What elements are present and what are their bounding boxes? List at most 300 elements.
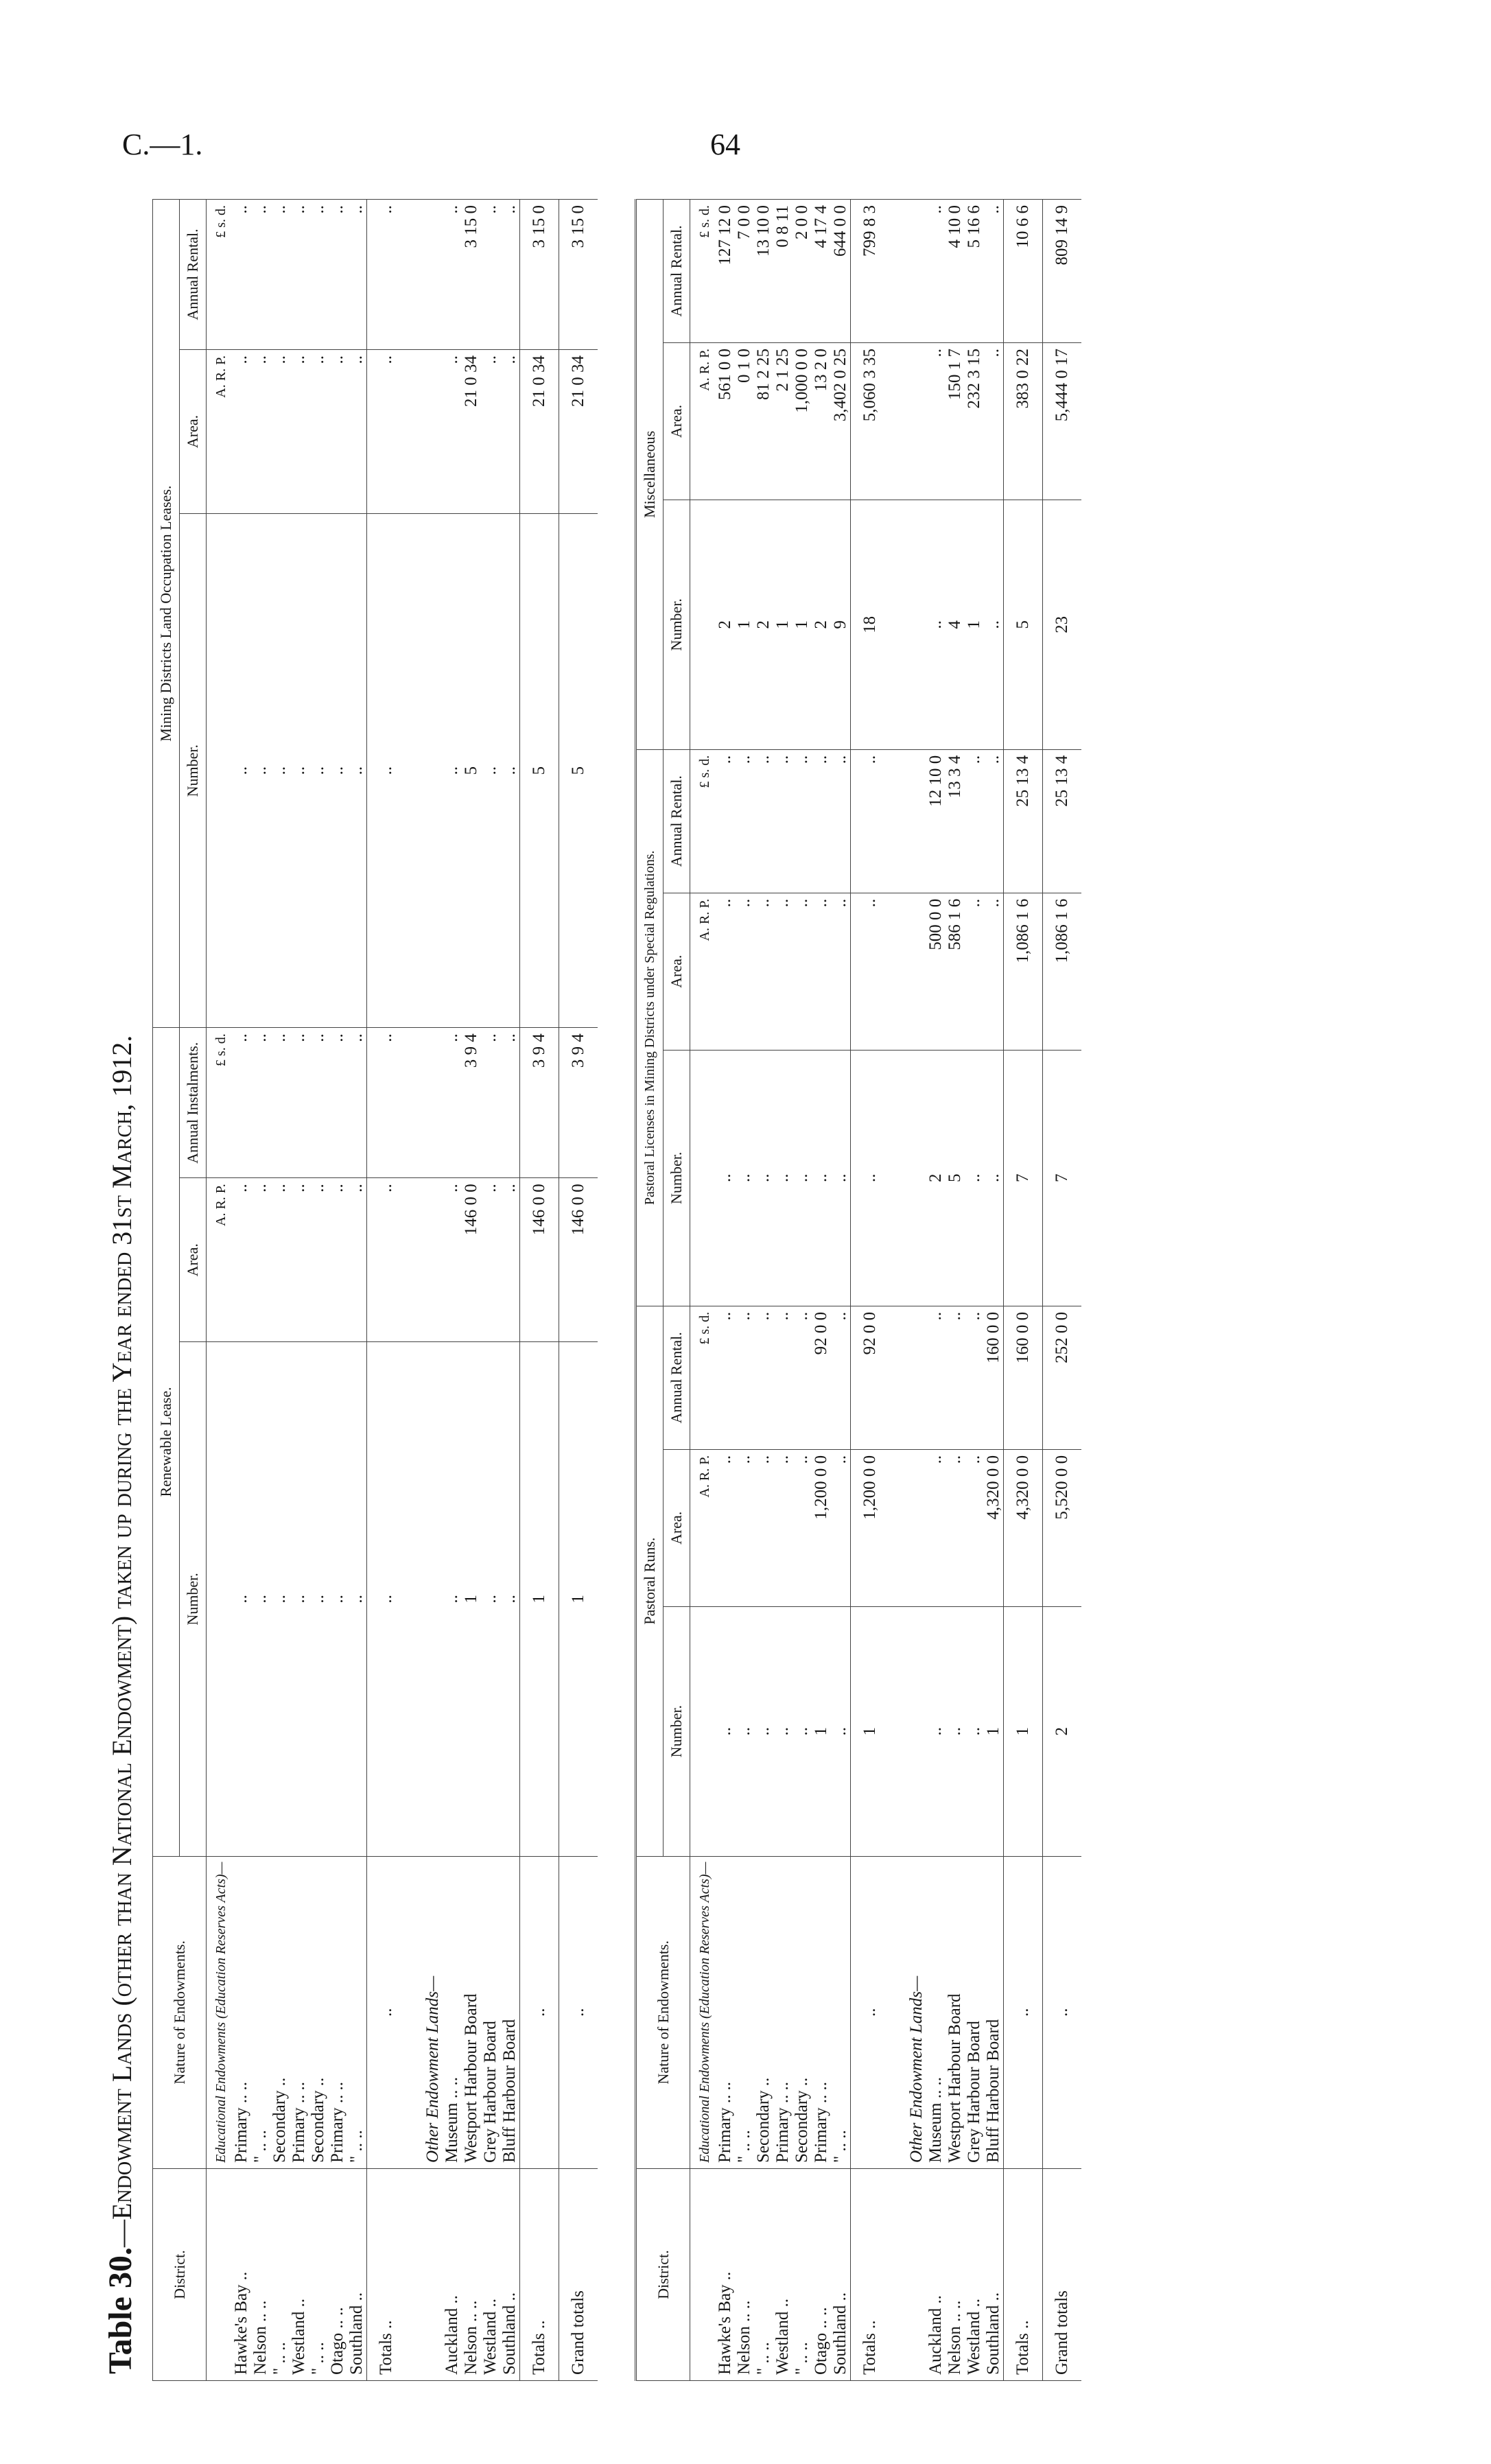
cell-pastoral-area: .. bbox=[965, 1449, 984, 1606]
cell-totals-label: Grand totals bbox=[559, 2169, 598, 2381]
cell-pastoral-area: .. bbox=[793, 1449, 812, 1606]
cell-mining-number: .. bbox=[443, 514, 462, 1028]
cell-mining-number: .. bbox=[367, 514, 406, 1028]
cell-renewable-instalments: 3 9 4 bbox=[462, 1028, 481, 1178]
col-mining-rental: Annual Rental. bbox=[180, 200, 207, 350]
cell-licences-number: .. bbox=[754, 1050, 773, 1306]
col-licences-area: Area. bbox=[664, 893, 690, 1050]
cell-licences-area: .. bbox=[965, 893, 984, 1050]
cell-renewable-area: 146 0 0 bbox=[559, 1178, 598, 1342]
col-group-miscellaneous: Miscellaneous bbox=[636, 200, 664, 750]
cell-misc-rental: 13 10 0 bbox=[754, 200, 773, 343]
cell-totals-label: Totals .. bbox=[520, 2169, 559, 2381]
col-renewable-area: Area. bbox=[180, 1178, 207, 1342]
cell-misc-area: 2 1 25 bbox=[773, 343, 793, 500]
cell-licences-rental: 13 3 4 bbox=[946, 749, 965, 893]
cell-licences-number: 5 bbox=[946, 1050, 965, 1306]
table-row bbox=[309, 200, 328, 2381]
cell-pastoral-area: 5,520 0 0 bbox=[1043, 1449, 1082, 1606]
cell-misc-number: 18 bbox=[851, 500, 890, 750]
cell-nature: .. bbox=[520, 1856, 559, 2168]
cell-pastoral-area: .. bbox=[716, 1449, 735, 1606]
col-district: District. bbox=[636, 2169, 690, 2381]
renewable-and-mining-lease-table bbox=[152, 199, 598, 2381]
table-row bbox=[984, 200, 1004, 2381]
cell-licences-rental: .. bbox=[965, 749, 984, 893]
cell-nature: " .. .. bbox=[251, 1856, 270, 2168]
grand-totals-row bbox=[1043, 200, 1082, 2381]
cell-misc-number: 1 bbox=[965, 500, 984, 750]
cell-misc-area: .. bbox=[926, 343, 946, 500]
cell-nature: .. bbox=[1004, 1856, 1043, 2168]
cell-mining-number: 5 bbox=[520, 514, 559, 1028]
cell-nature: " .. .. bbox=[831, 1856, 851, 2168]
cell-mining-area: .. bbox=[481, 350, 500, 514]
cell-licences-number: .. bbox=[984, 1050, 1004, 1306]
col-group-pastoral: Pastoral Runs. bbox=[636, 1306, 664, 1856]
cell-misc-number: 2 bbox=[716, 500, 735, 750]
cell-pastoral-area: 4,320 0 0 bbox=[984, 1449, 1004, 1606]
totals-row bbox=[1004, 200, 1043, 2381]
cell-nature: Westport Harbour Board bbox=[462, 1856, 481, 2168]
cell-pastoral-rental: 252 0 0 bbox=[1043, 1306, 1082, 1449]
cell-pastoral-number: 1 bbox=[812, 1606, 831, 1856]
cell-mining-area: 21 0 34 bbox=[520, 350, 559, 514]
cell-nature: Secondary .. bbox=[754, 1856, 773, 2168]
cell-district: Hawke's Bay .. bbox=[232, 2169, 251, 2381]
cell-licences-area: .. bbox=[754, 893, 773, 1050]
cell-licences-rental: .. bbox=[773, 749, 793, 893]
cell-renewable-instalments: .. bbox=[290, 1028, 309, 1178]
section-row bbox=[907, 200, 926, 2381]
cell-mining-rental: .. bbox=[309, 200, 328, 350]
cell-mining-area: .. bbox=[500, 350, 520, 514]
cell-district: Auckland .. bbox=[926, 2169, 946, 2381]
cell-mining-area: .. bbox=[232, 350, 251, 514]
cell-mining-number: .. bbox=[290, 514, 309, 1028]
cell-nature: Primary .. .. bbox=[328, 1856, 347, 2168]
cell-nature: .. bbox=[367, 1856, 406, 2168]
cell-pastoral-number: .. bbox=[793, 1606, 812, 1856]
table-row bbox=[347, 200, 367, 2381]
unit-area: A. R. P. bbox=[207, 350, 233, 514]
cell-renewable-instalments: .. bbox=[232, 1028, 251, 1178]
cell-misc-number: 2 bbox=[754, 500, 773, 750]
cell-pastoral-area: 1,200 0 0 bbox=[851, 1449, 890, 1606]
table-row bbox=[926, 200, 946, 2381]
cell-mining-number: .. bbox=[500, 514, 520, 1028]
rotated-page-content bbox=[89, 199, 1393, 2381]
cell-misc-rental: 7 0 0 bbox=[735, 200, 754, 343]
cell-licences-area: .. bbox=[984, 893, 1004, 1050]
table-row bbox=[251, 200, 270, 2381]
cell-licences-number: 2 bbox=[926, 1050, 946, 1306]
table-row bbox=[773, 200, 793, 2381]
cell-renewable-instalments: .. bbox=[309, 1028, 328, 1178]
cell-mining-rental: .. bbox=[347, 200, 367, 350]
cell-district: Westland .. bbox=[290, 2169, 309, 2381]
cell-pastoral-rental: .. bbox=[926, 1306, 946, 1449]
cell-licences-number: .. bbox=[851, 1050, 890, 1306]
cell-renewable-area: .. bbox=[309, 1178, 328, 1342]
cell-pastoral-number: .. bbox=[735, 1606, 754, 1856]
cell-misc-area: .. bbox=[984, 343, 1004, 500]
cell-renewable-instalments: .. bbox=[500, 1028, 520, 1178]
cell-licences-number: 7 bbox=[1004, 1050, 1043, 1306]
cell-renewable-number: .. bbox=[328, 1342, 347, 1856]
cell-pastoral-rental: .. bbox=[831, 1306, 851, 1449]
cell-misc-rental: 4 10 0 bbox=[946, 200, 965, 343]
cell-pastoral-number: .. bbox=[946, 1606, 965, 1856]
cell-pastoral-rental: 92 0 0 bbox=[812, 1306, 831, 1449]
cell-licences-area: .. bbox=[831, 893, 851, 1050]
col-group-licences: Pastoral Licenses in Mining Districts under Special Regulations. bbox=[636, 749, 664, 1306]
cell-misc-area: 383 0 22 bbox=[1004, 343, 1043, 500]
cell-misc-area: 3,402 0 25 bbox=[831, 343, 851, 500]
cell-district: " .. .. bbox=[270, 2169, 290, 2381]
cell-nature: Primary .. .. bbox=[232, 1856, 251, 2168]
cell-totals-label: Totals .. bbox=[367, 2169, 406, 2381]
cell-mining-rental: .. bbox=[232, 200, 251, 350]
cell-renewable-number: .. bbox=[290, 1342, 309, 1856]
table-row bbox=[716, 200, 735, 2381]
cell-district: Southland .. bbox=[347, 2169, 367, 2381]
cell-renewable-instalments: .. bbox=[367, 1028, 406, 1178]
cell-misc-rental: 5 16 6 bbox=[965, 200, 984, 343]
cell-nature: " .. .. bbox=[735, 1856, 754, 2168]
cell-pastoral-rental: .. bbox=[946, 1306, 965, 1449]
cell-pastoral-rental: .. bbox=[793, 1306, 812, 1449]
cell-licences-rental: 12 10 0 bbox=[926, 749, 946, 893]
cell-licences-area: .. bbox=[812, 893, 831, 1050]
cell-district: Westland .. bbox=[965, 2169, 984, 2381]
cell-licences-rental: .. bbox=[793, 749, 812, 893]
cell-nature: Museum .. .. bbox=[443, 1856, 462, 2168]
unit-area: A. R. P. bbox=[690, 343, 716, 500]
cell-district: Nelson .. .. bbox=[735, 2169, 754, 2381]
cell-mining-area: .. bbox=[367, 350, 406, 514]
page-number: 64 bbox=[710, 128, 740, 161]
cell-misc-number: 1 bbox=[773, 500, 793, 750]
cell-misc-number: 4 bbox=[946, 500, 965, 750]
cell-licences-area: .. bbox=[851, 893, 890, 1050]
cell-renewable-instalments: .. bbox=[347, 1028, 367, 1178]
cell-renewable-number: 1 bbox=[520, 1342, 559, 1856]
table-row bbox=[831, 200, 851, 2381]
cell-pastoral-number: 2 bbox=[1043, 1606, 1082, 1856]
table-row bbox=[270, 200, 290, 2381]
cell-renewable-number: .. bbox=[367, 1342, 406, 1856]
cell-pastoral-area: 4,320 0 0 bbox=[1004, 1449, 1043, 1606]
cell-renewable-number: 1 bbox=[559, 1342, 598, 1856]
cell-district: Southland .. bbox=[500, 2169, 520, 2381]
cell-licences-rental: .. bbox=[716, 749, 735, 893]
col-licences-number: Number. bbox=[664, 1050, 690, 1306]
cell-licences-rental: .. bbox=[984, 749, 1004, 893]
cell-nature: Grey Harbour Board bbox=[481, 1856, 500, 2168]
cell-nature: Primary .. .. bbox=[773, 1856, 793, 2168]
col-district: District. bbox=[153, 2169, 207, 2381]
cell-misc-rental: 809 14 9 bbox=[1043, 200, 1082, 343]
col-pastoral-area: Area. bbox=[664, 1449, 690, 1606]
cell-nature: " .. .. bbox=[347, 1856, 367, 2168]
cell-licences-rental: .. bbox=[735, 749, 754, 893]
table-row bbox=[946, 200, 965, 2381]
cell-licences-rental: .. bbox=[851, 749, 890, 893]
cell-licences-number: .. bbox=[773, 1050, 793, 1306]
cell-pastoral-rental: .. bbox=[773, 1306, 793, 1449]
cell-mining-area: .. bbox=[251, 350, 270, 514]
cell-mining-area: .. bbox=[290, 350, 309, 514]
table-row bbox=[462, 200, 481, 2381]
cell-renewable-area: 146 0 0 bbox=[520, 1178, 559, 1342]
cell-pastoral-rental: .. bbox=[754, 1306, 773, 1449]
cell-renewable-number: .. bbox=[500, 1342, 520, 1856]
cell-renewable-instalments: .. bbox=[443, 1028, 462, 1178]
col-group-renewable: Renewable Lease. bbox=[153, 1028, 180, 1856]
cell-licences-area: 500 0 0 bbox=[926, 893, 946, 1050]
cell-district: Hawke's Bay .. bbox=[716, 2169, 735, 2381]
cell-misc-area: 232 3 15 bbox=[965, 343, 984, 500]
cell-district: Nelson .. .. bbox=[462, 2169, 481, 2381]
cell-totals-label: Grand totals bbox=[1043, 2169, 1082, 2381]
cell-licences-area: .. bbox=[716, 893, 735, 1050]
cell-licences-number: .. bbox=[831, 1050, 851, 1306]
col-misc-rental: Annual Rental. bbox=[664, 200, 690, 343]
cell-district: Nelson .. .. bbox=[946, 2169, 965, 2381]
section-row bbox=[423, 200, 443, 2381]
cell-pastoral-number: .. bbox=[773, 1606, 793, 1856]
cell-misc-number: .. bbox=[984, 500, 1004, 750]
cell-mining-number: .. bbox=[251, 514, 270, 1028]
unit-money: £ s. d. bbox=[690, 200, 716, 343]
unit-money: £ s. d. bbox=[207, 1028, 233, 1178]
cell-renewable-area: .. bbox=[290, 1178, 309, 1342]
cell-nature: Secondary .. bbox=[793, 1856, 812, 2168]
cell-mining-area: .. bbox=[443, 350, 462, 514]
cell-totals-label: Totals .. bbox=[851, 2169, 890, 2381]
table-row bbox=[812, 200, 831, 2381]
cell-pastoral-number: .. bbox=[716, 1606, 735, 1856]
cell-pastoral-rental: 92 0 0 bbox=[851, 1306, 890, 1449]
cell-misc-rental: 127 12 0 bbox=[716, 200, 735, 343]
cell-totals-label: Totals .. bbox=[1004, 2169, 1043, 2381]
table-row bbox=[965, 200, 984, 2381]
col-misc-number: Number. bbox=[664, 500, 690, 750]
section-label-educational: Educational Endowments (Education Reserves Acts)— bbox=[690, 1856, 716, 2168]
cell-district: Nelson .. .. bbox=[251, 2169, 270, 2381]
col-mining-number: Number. bbox=[180, 514, 207, 1028]
col-renewable-instalments: Annual Instalments. bbox=[180, 1028, 207, 1178]
table-row bbox=[735, 200, 754, 2381]
cell-nature: .. bbox=[1043, 1856, 1082, 2168]
cell-misc-area: 1,000 0 0 bbox=[793, 343, 812, 500]
cell-pastoral-number: .. bbox=[926, 1606, 946, 1856]
cell-misc-rental: .. bbox=[926, 200, 946, 343]
table-row bbox=[232, 200, 251, 2381]
cell-district: Auckland .. bbox=[443, 2169, 462, 2381]
cell-mining-number: .. bbox=[309, 514, 328, 1028]
cell-misc-rental: 644 0 0 bbox=[831, 200, 851, 343]
cell-renewable-area: .. bbox=[481, 1178, 500, 1342]
table-title bbox=[89, 199, 152, 2374]
cell-mining-area: .. bbox=[270, 350, 290, 514]
cell-pastoral-area: .. bbox=[946, 1449, 965, 1606]
cell-district: Otago .. .. bbox=[328, 2169, 347, 2381]
cell-misc-number: 1 bbox=[793, 500, 812, 750]
cell-renewable-area: .. bbox=[251, 1178, 270, 1342]
col-renewable-number: Number. bbox=[180, 1342, 207, 1856]
totals-row bbox=[520, 200, 559, 2381]
table-row bbox=[328, 200, 347, 2381]
cell-pastoral-number: 1 bbox=[851, 1606, 890, 1856]
cell-renewable-instalments: .. bbox=[328, 1028, 347, 1178]
cell-licences-area: .. bbox=[735, 893, 754, 1050]
document-reference: C.—1. bbox=[122, 128, 203, 161]
cell-renewable-number: .. bbox=[309, 1342, 328, 1856]
cell-renewable-instalments: .. bbox=[481, 1028, 500, 1178]
cell-renewable-area: .. bbox=[367, 1178, 406, 1342]
cell-licences-area: .. bbox=[793, 893, 812, 1050]
cell-district: Otago .. .. bbox=[812, 2169, 831, 2381]
cell-nature: Primary .. .. bbox=[812, 1856, 831, 2168]
cell-misc-rental: 4 17 4 bbox=[812, 200, 831, 343]
cell-misc-number: 2 bbox=[812, 500, 831, 750]
cell-pastoral-rental: .. bbox=[735, 1306, 754, 1449]
cell-renewable-number: .. bbox=[347, 1342, 367, 1856]
cell-pastoral-area: .. bbox=[831, 1449, 851, 1606]
table-row bbox=[290, 200, 309, 2381]
col-pastoral-number: Number. bbox=[664, 1606, 690, 1856]
cell-licences-number: .. bbox=[965, 1050, 984, 1306]
cell-misc-number: 9 bbox=[831, 500, 851, 750]
table-row bbox=[500, 200, 520, 2381]
cell-pastoral-area: .. bbox=[754, 1449, 773, 1606]
cell-misc-area: 5,444 0 17 bbox=[1043, 343, 1082, 500]
section-label-educational: Educational Endowments (Education Reserves Acts)— bbox=[207, 1856, 233, 2168]
cell-renewable-number: .. bbox=[443, 1342, 462, 1856]
cell-mining-rental: 3 15 0 bbox=[520, 200, 559, 350]
cell-pastoral-number: 1 bbox=[1004, 1606, 1043, 1856]
col-pastoral-rental: Annual Rental. bbox=[664, 1306, 690, 1449]
cell-pastoral-number: 1 bbox=[984, 1606, 1004, 1856]
cell-mining-area: 21 0 34 bbox=[462, 350, 481, 514]
cell-misc-number: 1 bbox=[735, 500, 754, 750]
cell-mining-number: .. bbox=[347, 514, 367, 1028]
cell-misc-area: 81 2 25 bbox=[754, 343, 773, 500]
cell-misc-rental: .. bbox=[984, 200, 1004, 343]
table-row bbox=[443, 200, 462, 2381]
cell-renewable-instalments: .. bbox=[251, 1028, 270, 1178]
cell-mining-area: .. bbox=[309, 350, 328, 514]
cell-misc-rental: 10 6 6 bbox=[1004, 200, 1043, 343]
cell-licences-rental: .. bbox=[812, 749, 831, 893]
cell-district: Westland .. bbox=[773, 2169, 793, 2381]
cell-licences-area: 1,086 1 6 bbox=[1043, 893, 1082, 1050]
col-nature: Nature of Endowments. bbox=[636, 1856, 690, 2168]
cell-renewable-number: .. bbox=[251, 1342, 270, 1856]
cell-nature: Bluff Harbour Board bbox=[984, 1856, 1004, 2168]
col-licences-rental: Annual Rental. bbox=[664, 749, 690, 893]
cell-misc-rental: 0 8 11 bbox=[773, 200, 793, 343]
cell-mining-rental: .. bbox=[481, 200, 500, 350]
col-misc-area: Area. bbox=[664, 343, 690, 500]
cell-licences-number: .. bbox=[735, 1050, 754, 1306]
cell-district: " .. .. bbox=[754, 2169, 773, 2381]
cell-misc-number: 23 bbox=[1043, 500, 1082, 750]
unit-area: A. R. P. bbox=[690, 893, 716, 1050]
cell-mining-rental: .. bbox=[251, 200, 270, 350]
cell-renewable-number: .. bbox=[270, 1342, 290, 1856]
cell-pastoral-number: .. bbox=[831, 1606, 851, 1856]
col-mining-area: Area. bbox=[180, 350, 207, 514]
cell-nature: Grey Harbour Board bbox=[965, 1856, 984, 2168]
cell-misc-number: .. bbox=[926, 500, 946, 750]
cell-mining-number: .. bbox=[270, 514, 290, 1028]
cell-pastoral-area: 1,200 0 0 bbox=[812, 1449, 831, 1606]
cell-renewable-area: .. bbox=[232, 1178, 251, 1342]
cell-mining-rental: .. bbox=[270, 200, 290, 350]
cell-nature: Primary .. .. bbox=[290, 1856, 309, 2168]
cell-pastoral-number: .. bbox=[754, 1606, 773, 1856]
cell-pastoral-area: .. bbox=[926, 1449, 946, 1606]
cell-nature: Secondary .. bbox=[309, 1856, 328, 2168]
cell-nature: Secondary .. bbox=[270, 1856, 290, 2168]
cell-nature: Bluff Harbour Board bbox=[500, 1856, 520, 2168]
unit-area: A. R. P. bbox=[207, 1178, 233, 1342]
table-number: Table 30. bbox=[102, 2247, 139, 2374]
cell-district: Southland .. bbox=[831, 2169, 851, 2381]
cell-renewable-area: .. bbox=[347, 1178, 367, 1342]
cell-pastoral-rental: 160 0 0 bbox=[984, 1306, 1004, 1449]
cell-misc-area: 5,060 3 35 bbox=[851, 343, 890, 500]
cell-mining-rental: .. bbox=[290, 200, 309, 350]
cell-renewable-instalments: 3 9 4 bbox=[520, 1028, 559, 1178]
cell-renewable-instalments: .. bbox=[270, 1028, 290, 1178]
cell-district: Westland .. bbox=[481, 2169, 500, 2381]
cell-district: Southland .. bbox=[984, 2169, 1004, 2381]
table-row bbox=[754, 200, 773, 2381]
section-label-other: Other Endowment Lands— bbox=[907, 1856, 926, 2168]
cell-mining-number: 5 bbox=[559, 514, 598, 1028]
cell-mining-rental: .. bbox=[367, 200, 406, 350]
cell-licences-area: 1,086 1 6 bbox=[1004, 893, 1043, 1050]
unit-money: £ s. d. bbox=[690, 749, 716, 893]
table-title-text: —Endowment Lands (other than National Endowment) taken up during the Year ended 31st March, 1912. bbox=[106, 1035, 137, 2248]
cell-licences-rental: .. bbox=[831, 749, 851, 893]
cell-misc-rental: 2 0 0 bbox=[793, 200, 812, 343]
cell-licences-number: .. bbox=[716, 1050, 735, 1306]
cell-renewable-area: .. bbox=[270, 1178, 290, 1342]
table-row bbox=[793, 200, 812, 2381]
cell-renewable-area: .. bbox=[500, 1178, 520, 1342]
cell-mining-number: .. bbox=[232, 514, 251, 1028]
cell-licences-number: .. bbox=[793, 1050, 812, 1306]
cell-district: " .. .. bbox=[309, 2169, 328, 2381]
cell-mining-number: .. bbox=[481, 514, 500, 1028]
cell-pastoral-rental: .. bbox=[965, 1306, 984, 1449]
cell-mining-rental: 3 15 0 bbox=[462, 200, 481, 350]
cell-mining-rental: .. bbox=[328, 200, 347, 350]
pastoral-and-miscellaneous-table bbox=[635, 199, 1081, 2381]
cell-mining-rental: .. bbox=[500, 200, 520, 350]
cell-renewable-area: .. bbox=[328, 1178, 347, 1342]
cell-misc-area: 0 1 0 bbox=[735, 343, 754, 500]
cell-mining-area: .. bbox=[347, 350, 367, 514]
cell-mining-number: .. bbox=[328, 514, 347, 1028]
cell-misc-number: 5 bbox=[1004, 500, 1043, 750]
grand-totals-row bbox=[559, 200, 598, 2381]
